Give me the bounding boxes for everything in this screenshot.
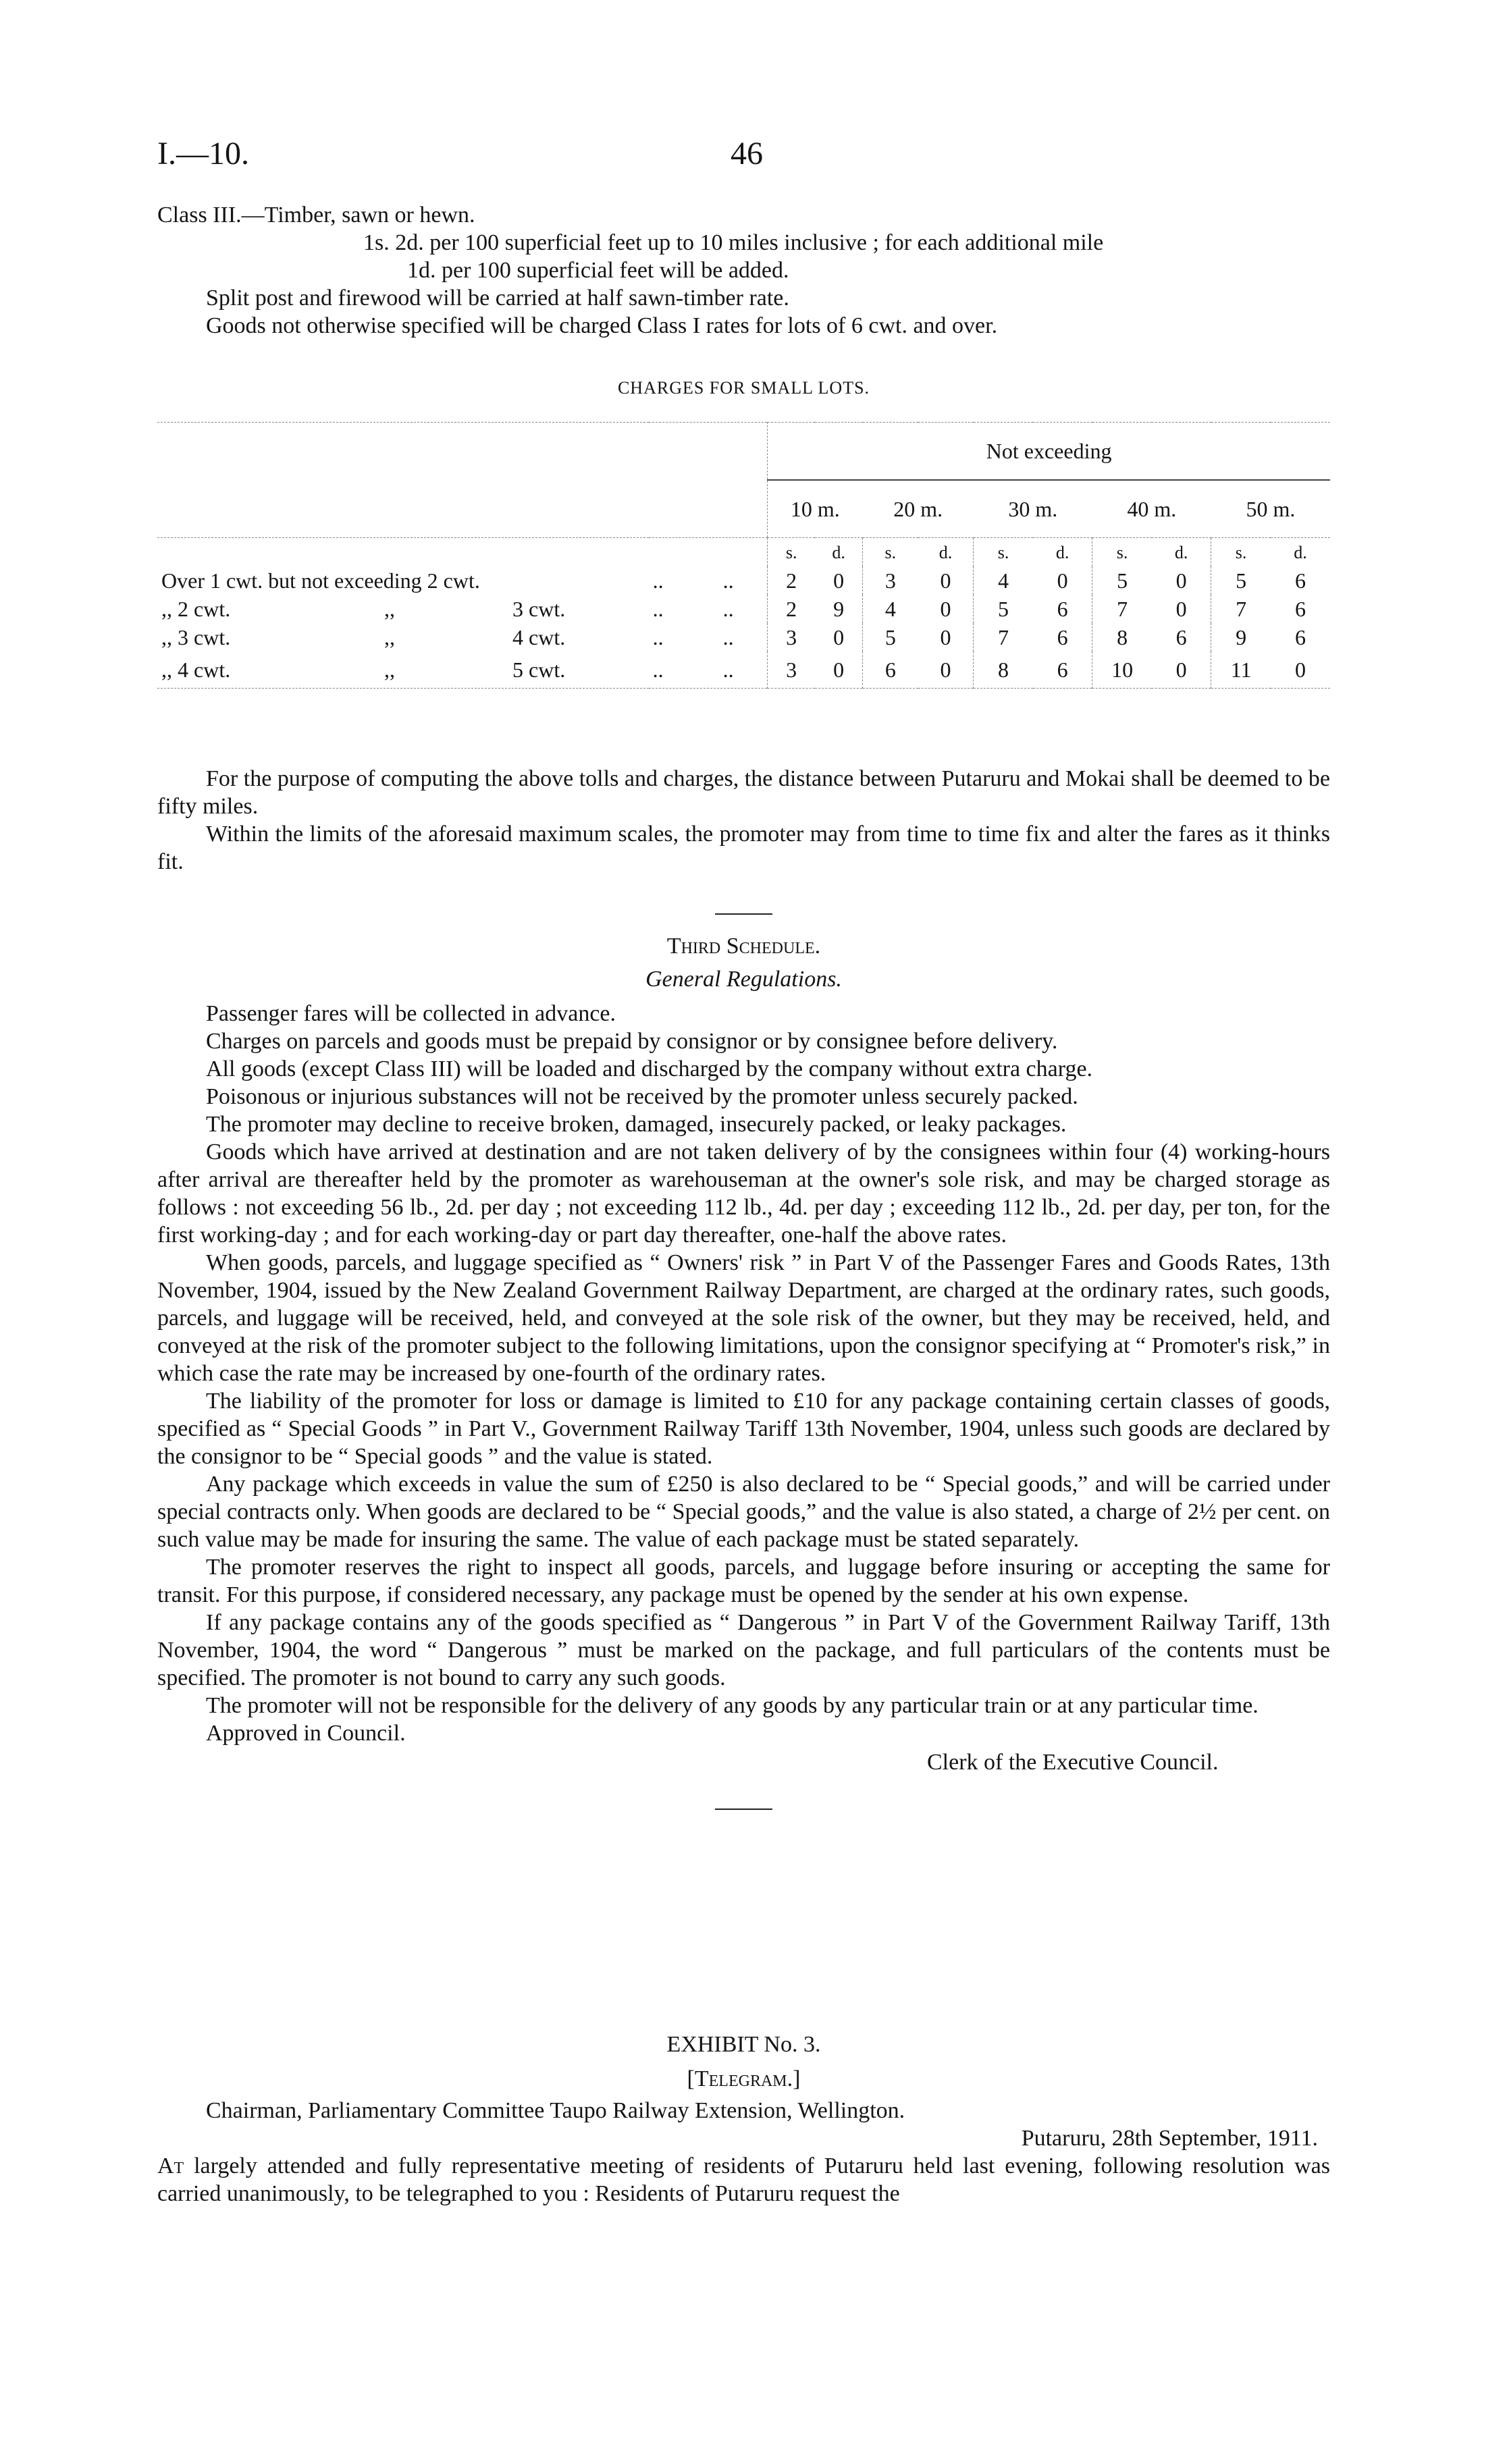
page-number: 46 — [731, 136, 763, 171]
shillings-label: s. — [1211, 538, 1271, 567]
shillings-label: s. — [768, 538, 815, 567]
cell: 5 — [863, 623, 918, 651]
regulation-paragraph: Poisonous or injurious substances will not be received by the promoter unless securely packed. — [206, 1084, 1078, 1109]
cell: 0 — [940, 568, 951, 593]
document-reference: I.—10. — [157, 136, 249, 171]
cell: 4 — [974, 566, 1033, 595]
cell: 8 — [1092, 623, 1152, 651]
class-three-rate-line-1: 1s. 2d. per 100 superficial feet up to 10 miles inclusive ; for each additional mile — [363, 230, 1104, 255]
telegram-body-text: largely attended and fully representative meeting of residents of Putaruru held last evening, following resolution was carried unanimously, to be telegraphed to you : Residents of Putaruru request the — [157, 2153, 1330, 2206]
fares-note: Within the limits of the aforesaid maximum scales, the promoter may from time to time fix and alter the fares as it thinks fit. — [157, 822, 1330, 874]
schedule-subtitle: General Regulations. — [645, 967, 842, 992]
cell: 7 — [1092, 595, 1152, 623]
clerk-signature: Clerk of the Executive Council. — [927, 1750, 1219, 1775]
cell: 6 — [1294, 568, 1306, 593]
pence-label: d. — [1055, 542, 1069, 562]
dot-leader: .. .. — [652, 568, 734, 593]
regulation-paragraph: All goods (except Class III) will be loaded and discharged by the company without extra charge. — [206, 1056, 1093, 1081]
third-schedule-section — [157, 932, 1330, 1810]
cell: 0 — [1175, 596, 1187, 621]
telegram-label: [Telegram.] — [687, 2066, 801, 2091]
column-header: 50 m. — [1211, 480, 1330, 538]
telegram-place-date: Putaruru, 28th September, 1911. — [1021, 2126, 1318, 2151]
shillings-label: s. — [974, 538, 1033, 567]
telegram-body — [157, 2152, 1330, 2207]
class-three-rate-line-2: 1d. per 100 superficial feet will be added. — [407, 258, 789, 283]
cell: 5 — [1092, 566, 1152, 595]
cell: 6 — [1294, 624, 1306, 649]
weight-from: ,, 2 cwt. — [161, 596, 231, 621]
class-three-section — [157, 201, 1330, 340]
telegram-addressee: Chairman, Parliamentary Committee Taupo Railway Extension, Wellington. — [206, 2098, 905, 2123]
weight-to: 3 cwt. — [512, 596, 566, 621]
ditto-mark: ,, — [384, 624, 395, 649]
table-row — [157, 651, 1330, 689]
cell: 6 — [1057, 624, 1068, 649]
column-header: 40 m. — [1092, 480, 1211, 538]
cell: 0 — [940, 624, 951, 649]
cell: 6 — [863, 651, 918, 689]
cell: 0 — [940, 596, 951, 621]
cell: 6 — [1057, 596, 1068, 621]
dot-leader: .. .. — [652, 624, 734, 649]
pence-label: d. — [1294, 542, 1307, 562]
cell: 3 — [768, 651, 815, 689]
table-row — [157, 623, 1330, 651]
schedule-title: Third Schedule. — [666, 934, 821, 959]
weight-from: ,, 4 cwt. — [161, 657, 231, 682]
table-row — [157, 595, 1330, 623]
column-header: 30 m. — [974, 480, 1092, 538]
exhibit-section — [157, 2031, 1330, 2207]
cell: 7 — [1211, 595, 1271, 623]
regulation-paragraph: The promoter reserves the right to inspect all goods, parcels, and luggage before insuring or accepting the same for transit. For this purpose, if considered necessary, any package must be opened by the sender at his own expense. — [157, 1555, 1330, 1607]
cell: 7 — [974, 623, 1033, 651]
weight-from: ,, 3 cwt. — [161, 624, 231, 649]
ditto-mark: ,, — [384, 596, 395, 621]
regulation-paragraph: The promoter may decline to receive broken, damaged, insecurely packed, or leaky packages. — [206, 1112, 1067, 1137]
cell: 9 — [833, 596, 845, 621]
regulation-paragraph: The liability of the promoter for loss or damage is limited to £10 for any package containing certain classes of goods, specified as “ Special Goods ” in Part V., Government Railway Tariff 13th November, 1904, unless such goods are declared by the consignor to be “ Special goods ” and the value is stated. — [157, 1389, 1330, 1469]
regulation-paragraph: If any package contains any of the goods specified as “ Dangerous ” in Part V of the Government Railway Tariff, 13th November, 1904, the word “ Dangerous ” must be marked on the package, and full particulars of the contents must be specified. The promoter is not bound to carry any such goods. — [157, 1610, 1330, 1690]
pence-label: d. — [938, 542, 953, 562]
pence-label: d. — [1174, 542, 1188, 562]
distance-note: For the purpose of computing the above tolls and charges, the distance between Putaruru and Mokai shall be deemed to be fifty miles. — [157, 766, 1330, 819]
regulation-paragraph: The promoter will not be responsible for the delivery of any goods by any particular train or at any particular time. — [206, 1693, 1259, 1718]
section-divider — [715, 1809, 772, 1810]
shillings-label: s. — [1092, 538, 1152, 567]
cell: 0 — [833, 624, 845, 649]
tolls-notes — [157, 765, 1330, 915]
cell: 5 — [1211, 566, 1271, 595]
cell: 0 — [1294, 657, 1306, 682]
cell: 6 — [1175, 624, 1187, 649]
approved-line: Approved in Council. — [206, 1721, 406, 1746]
dot-leader: .. .. — [652, 596, 734, 621]
regulation-paragraph: Any package which exceeds in value the sum of £250 is also declared to be “ Special goods,” and will be carried under special contracts only. When goods are declared to be “ Special goods,” and the value is also stated, a charge of 2½ per cent. on such value may be made for insuring the same. The value of each package must be stated separately. — [157, 1472, 1330, 1552]
dot-leader: .. .. — [652, 657, 734, 682]
cell: 6 — [1294, 596, 1306, 621]
weight-from: Over 1 cwt. but not exceeding — [161, 568, 422, 593]
telegram-first-word: At — [157, 2153, 184, 2178]
not-exceeding-header: Not exceeding — [768, 423, 1330, 481]
cell: 3 — [863, 566, 918, 595]
regulation-paragraph: Charges on parcels and goods must be prepaid by consignor or by consignee before delivery. — [206, 1029, 1058, 1054]
small-lots-section — [157, 374, 1330, 402]
cell: 2 — [768, 566, 815, 595]
table-row — [157, 566, 1330, 595]
ditto-mark: ,, — [384, 657, 395, 682]
split-post-note: Split post and firewood will be carried at half sawn-timber rate. — [206, 286, 789, 311]
exhibit-title: EXHIBIT No. 3. — [666, 2032, 821, 2057]
cell: 4 — [863, 595, 918, 623]
cell: 2 — [768, 595, 815, 623]
column-header: 20 m. — [863, 480, 974, 538]
cell: 10 — [1092, 651, 1152, 689]
small-lots-table — [157, 422, 1330, 689]
cell: 5 — [974, 595, 1033, 623]
pence-label: d. — [832, 542, 845, 562]
not-specified-note: Goods not otherwise specified will be charged Class I rates for lots of 6 cwt. and over. — [206, 313, 998, 338]
cell: 8 — [974, 651, 1033, 689]
column-header: 10 m. — [768, 480, 863, 538]
weight-to: 2 cwt. — [427, 568, 480, 593]
regulation-paragraph: Passenger fares will be collected in advance. — [206, 1001, 616, 1026]
section-divider — [715, 913, 772, 915]
cell: 6 — [1057, 657, 1068, 682]
cell: 0 — [940, 657, 951, 682]
small-lots-table-wrap — [157, 422, 1330, 689]
regulation-paragraph: When goods, parcels, and luggage specified as “ Owners' risk ” in Part V of the Passenger Fares and Goods Rates, 13th November, 1904, issued by the New Zealand Government Railway Department, are charged at the ordinary rates, such goods, parcels, and luggage will be received, held, and conveyed at the sole risk of the owner, but they may be received, held, and conveyed at the risk of the promoter subject to the following limitations, upon the consignor specifying at “ Promoter's risk,” in which case the rate may be increased by one-fourth of the ordinary rates. — [157, 1250, 1330, 1386]
cell: 3 — [768, 623, 815, 651]
cell: 9 — [1211, 623, 1271, 651]
cell: 0 — [1175, 657, 1187, 682]
weight-to: 5 cwt. — [512, 657, 566, 682]
regulation-paragraph: Goods which have arrived at destination and are not taken delivery of by the consignees within four (4) working-hours after arrival are thereafter held by the promoter as warehouseman at the owner's sole risk, and may be charged storage as follows : not exceeding 56 lb., 2d. per day ; not exceeding 112 lb., 4d. per day ; exceeding 112 lb., 2d. per day, per ton, for the first working-day ; and for each working-day or part day thereafter, one-half the above rates. — [157, 1140, 1330, 1248]
shillings-label: s. — [863, 538, 918, 567]
class-three-heading: Class III.—Timber, sawn or hewn. — [157, 203, 475, 227]
small-lots-title: CHARGES FOR SMALL LOTS. — [617, 378, 870, 398]
weight-to: 4 cwt. — [512, 624, 566, 649]
cell: 0 — [1057, 568, 1068, 593]
cell: 0 — [1175, 568, 1187, 593]
cell: 11 — [1211, 651, 1271, 689]
cell: 0 — [833, 568, 845, 593]
cell: 0 — [833, 657, 845, 682]
